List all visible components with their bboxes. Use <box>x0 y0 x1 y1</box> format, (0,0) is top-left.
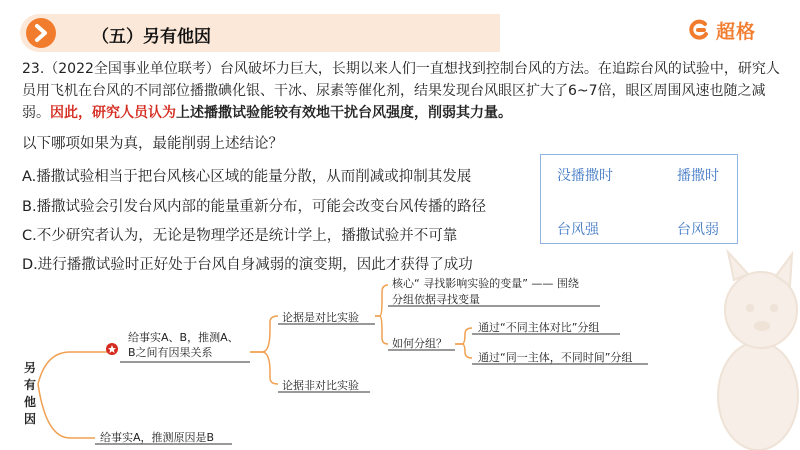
mindmap-branch2: 给事实A，推测原因是B <box>100 431 215 444</box>
question-prompt: 以下哪项如果为真，最能削弱上述结论？ <box>22 136 283 152</box>
mindmap-core-line1: 核心“ 寻找影响实验的变量” —— 围绕 <box>392 277 579 290</box>
header-bar <box>0 0 800 54</box>
star-badge-icon <box>106 343 118 355</box>
mindmap-branch1-line1: 给事实A、B，推测A、 <box>128 331 239 344</box>
brand-name: 超格 <box>716 20 757 43</box>
mindmap-branch1-line2: B之间有因果关系 <box>128 346 213 359</box>
option-c[interactable]: C.不少研究者认为，无论是物理学还是统计学上，播撒试验并不可靠 <box>22 228 458 244</box>
brand-logo <box>688 14 756 46</box>
question-body: 23.（2022全国事业单位联考）台风破坏力巨大，长期以来人们一直想找到控制台风的方法。在追踪台风的试验中，研究人员用飞机在台风的不同部位播撒碘化银、干冰、尿素等催化剂，结果发现台风眼区扩大了6~7倍，眼区周围风速也随之减弱。 <box>22 61 780 121</box>
question-text <box>22 58 782 124</box>
comparison-left-top: 没播撒时 <box>557 168 613 184</box>
comparison-right-bottom: 台风弱 <box>677 222 719 238</box>
mindmap-sub1: 论据是对比实验 <box>282 311 359 324</box>
comparison-right-top: 播撒时 <box>677 168 719 184</box>
option-b[interactable]: B.播撒试验会引发台风内部的能量重新分布，可能会改变台风传播的路径 <box>22 199 487 215</box>
option-a[interactable]: A.播撒试验相当于把台风核心区域的能量分散，从而削减或抑制其发展 <box>22 169 472 185</box>
mindmap-group2: 通过“同一主体，不同时间”分组 <box>478 351 633 364</box>
mindmap-sub2: 论据非对比实验 <box>282 379 359 392</box>
mascot-illustration <box>706 246 800 450</box>
mindmap-how: 如何分组？ <box>392 337 447 350</box>
comparison-left-bottom: 台风强 <box>557 222 599 238</box>
comparison-box <box>540 154 738 244</box>
section-title: （五）另有他因 <box>92 27 211 47</box>
mindmap-root: 另有他因 <box>24 361 37 426</box>
chevron-right-icon <box>26 18 56 48</box>
question-red-highlight: 因此，研究人员认为 <box>50 105 176 121</box>
mindmap-group1: 通过“不同主体对比”分组 <box>478 321 600 334</box>
brand-mark-icon <box>688 19 710 41</box>
mindmap-core-line2: 分组依据寻找变量 <box>392 293 480 306</box>
option-d[interactable]: D.进行播撒试验时正好处于台风自身减弱的演变期，因此才获得了成功 <box>22 257 473 273</box>
question-conclusion: 上述播撒试验能较有效地干扰台风强度，削弱其力量。 <box>176 105 512 121</box>
